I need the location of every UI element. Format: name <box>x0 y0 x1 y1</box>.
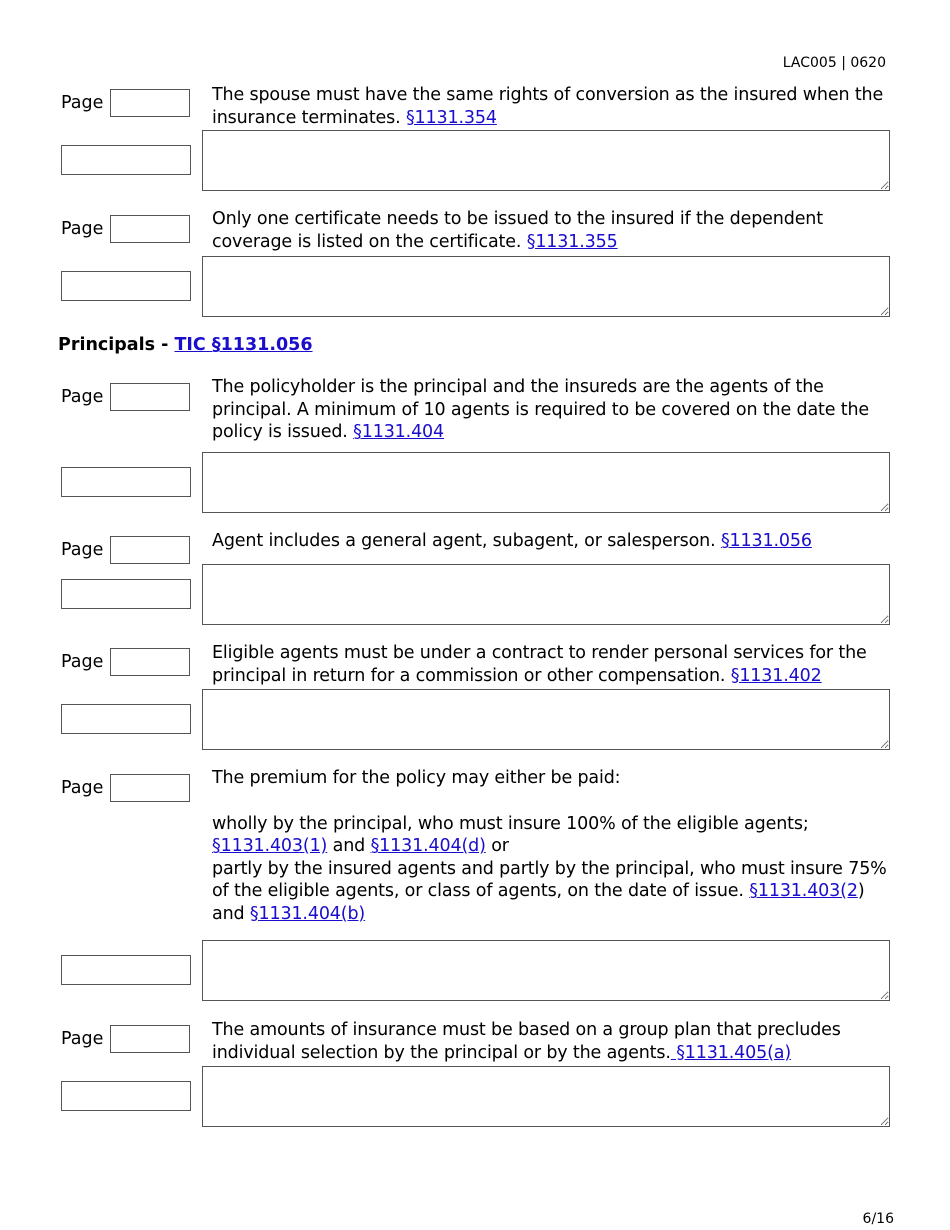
page-number-input[interactable] <box>110 536 190 564</box>
section-input[interactable] <box>61 271 191 301</box>
comment-box[interactable] <box>202 940 890 1001</box>
page-number: 6/16 <box>862 1211 894 1227</box>
requirement-text: Only one certificate needs to be issued to the insured if the dependent coverage is listed on the certificate. §1131.355 <box>212 209 823 252</box>
page-label: Page <box>61 219 104 239</box>
comment-box[interactable] <box>202 256 890 317</box>
page-label: Page <box>61 387 104 407</box>
comment-box[interactable] <box>202 130 890 191</box>
comment-box[interactable] <box>202 689 890 750</box>
requirement-text: Eligible agents must be under a contract to render personal services for the principal in return for a commission or other compensation. §1131.402 <box>212 643 867 686</box>
section-input[interactable] <box>61 1081 191 1111</box>
section-input[interactable] <box>61 579 191 609</box>
page-number-input[interactable] <box>110 215 190 243</box>
statute-link[interactable]: §1131.404(d) <box>370 836 486 856</box>
requirement-text: The policyholder is the principal and the insureds are the agents of the principal. A minimum of 10 agents is required to be covered on the date the policy is issued. §1131.404 <box>212 377 870 442</box>
comment-box[interactable] <box>202 564 890 625</box>
statute-link[interactable]: §1131.354 <box>405 107 497 128</box>
statute-link[interactable]: §1131.403(1) <box>212 836 328 856</box>
requirement-text: The spouse must have the same rights of conversion as the insured when the insurance terminates. §1131.354 <box>212 85 884 128</box>
statute-link[interactable]: §1131.355 <box>526 231 618 252</box>
statute-link[interactable]: §1131.403(2 <box>749 881 858 901</box>
page-label: Page <box>61 778 104 798</box>
requirement-text: Agent includes a general agent, subagent, or salesperson. §1131.056 <box>212 531 812 551</box>
section-heading: Principals - TIC §1131.056 <box>58 335 313 355</box>
document-code: LAC005 | 0620 <box>782 55 886 71</box>
page-label: Page <box>61 540 104 560</box>
page-number-input[interactable] <box>110 1025 190 1053</box>
statute-link[interactable]: §1131.402 <box>730 665 822 686</box>
page-label: Page <box>61 652 104 672</box>
heading-statute-link[interactable]: TIC §1131.056 <box>174 335 313 355</box>
statute-link[interactable]: §1131.404 <box>353 422 445 442</box>
statute-link[interactable]: §1131.404(b) <box>249 903 366 924</box>
page-label: Page <box>61 1029 104 1049</box>
statute-link[interactable]: §1131.405(a) <box>670 1042 792 1063</box>
page-number-input[interactable] <box>110 774 190 802</box>
comment-box[interactable] <box>202 1066 890 1127</box>
section-input[interactable] <box>61 955 191 985</box>
comment-box[interactable] <box>202 452 890 513</box>
statute-link[interactable]: §1131.056 <box>720 531 812 551</box>
section-input[interactable] <box>61 467 191 497</box>
requirement-text: The amounts of insurance must be based on a group plan that precludes individual selection by the principal or by the agents. §1131.405(a) <box>212 1020 841 1063</box>
section-input[interactable] <box>61 145 191 175</box>
page-label: Page <box>61 93 104 113</box>
page-number-input[interactable] <box>110 648 190 676</box>
page-number-input[interactable] <box>110 89 190 117</box>
requirement-text: The premium for the policy may either be paid: wholly by the principal, who must insure 100% of the eligible agents; §1131.403(1) and §1131.404(d) or partly by the insured agents and partly by the principal, who must insure 75% of the eligible agents, or class of agents, on the date of issue. §1131.403(2) and §1131.404(b) <box>212 768 887 924</box>
page-number-input[interactable] <box>110 383 190 411</box>
section-input[interactable] <box>61 704 191 734</box>
